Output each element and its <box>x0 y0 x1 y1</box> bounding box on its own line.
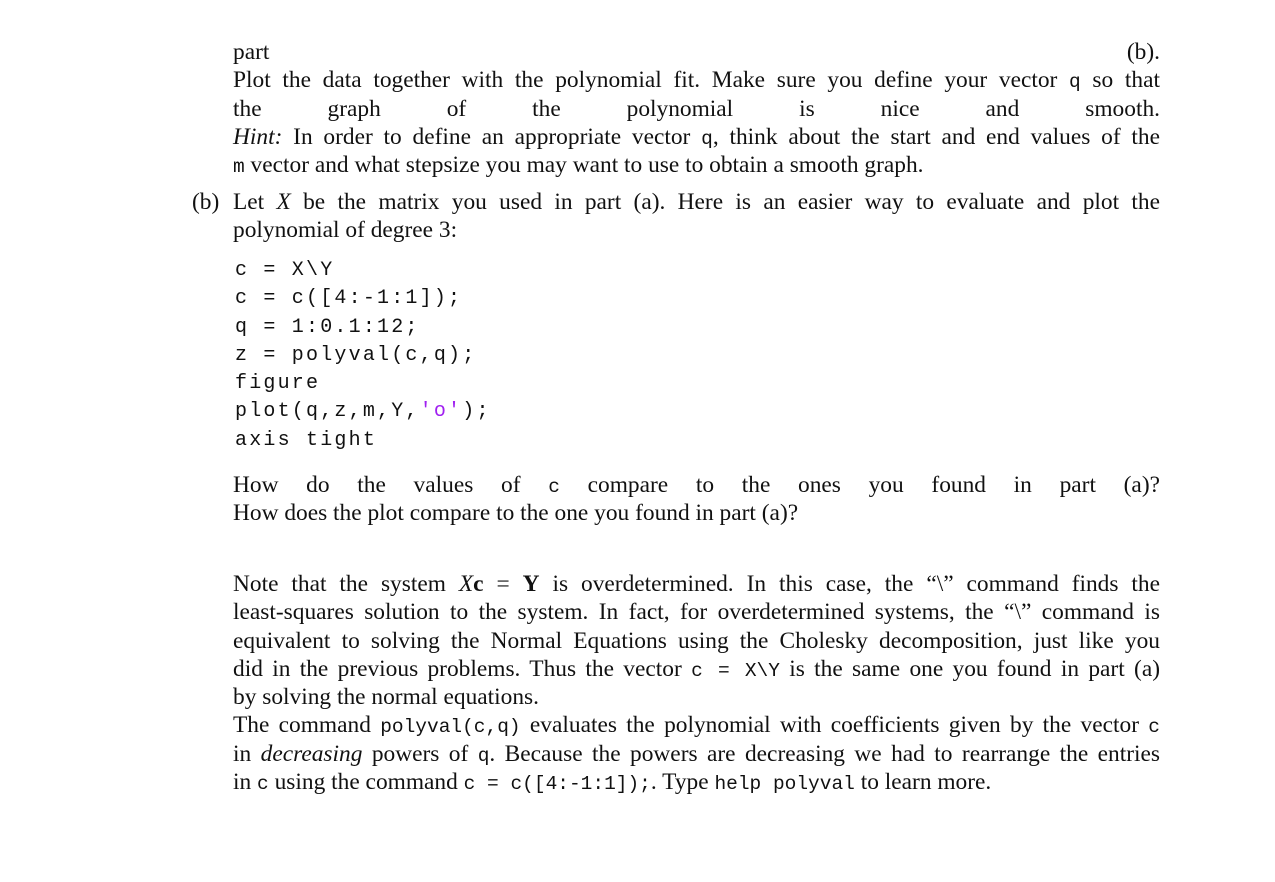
text-segment: In order to define an appropriate vector <box>282 123 702 150</box>
text-segment: did in the previous problems. Thus the vector <box>233 655 692 682</box>
text-segment: powers of <box>362 740 478 767</box>
code-text: m <box>233 156 245 179</box>
code-text: help polyval <box>714 773 855 796</box>
text-line <box>233 151 1160 179</box>
text-segment: X <box>458 571 474 597</box>
text-segment: X <box>276 189 291 215</box>
text-segment: evaluates the polynomial with coefficients given by the vector <box>520 712 1149 739</box>
text-segment: figure <box>235 372 321 396</box>
part-a-instructions <box>233 38 1160 179</box>
code-text: c <box>257 773 269 796</box>
text-segment: c = c([4:-1:1]); <box>235 287 463 311</box>
text-segment: z = polyval(c,q); <box>235 343 477 367</box>
text-segment: equivalent to solving the Normal Equations using the Cholesky decomposition, just like you <box>233 627 1160 654</box>
text-segment: axis tight <box>235 428 378 452</box>
text-segment: so that <box>1080 67 1160 94</box>
code-text: q <box>477 744 490 767</box>
part-b-intro <box>233 188 1160 245</box>
text-segment: q = 1:0.1:12; <box>235 315 420 339</box>
text-line <box>235 285 491 313</box>
text-segment: c = X\Y <box>235 259 335 282</box>
text-segment: is the same one you found in part (a) <box>779 655 1160 682</box>
text-segment: plot(q,z,m,Y, <box>235 400 420 424</box>
text-line <box>233 471 1160 499</box>
text-line <box>233 768 1160 796</box>
text-line <box>233 66 1160 94</box>
text-segment: part (b). <box>233 39 1160 65</box>
text-segment: Plot the data together with the polynomial fit. Make sure you define your vector <box>233 67 1070 94</box>
text-line <box>233 188 1160 216</box>
text-line <box>233 655 1160 683</box>
text-segment: The command <box>233 712 381 739</box>
text-segment: using the command <box>268 769 464 796</box>
text-line <box>235 427 491 455</box>
code-text: polyval(c,q) <box>380 716 521 739</box>
note <box>233 570 1160 796</box>
text-segment: be the matrix you used in part (a). Here is an easier way to evaluate and plot the <box>290 189 1160 215</box>
text-segment: How does the plot compare to the one you found in part (a)? <box>233 500 799 527</box>
code-text: c = c([4:-1:1]); <box>463 773 651 796</box>
text-line <box>233 627 1160 655</box>
text-segment: Hint: <box>233 123 283 150</box>
text-line <box>235 398 491 426</box>
code-text: q <box>701 127 713 150</box>
text-segment: compare to the ones you found in part (a)? <box>559 472 1160 498</box>
text-segment: , think about the start and end values of the <box>712 123 1160 150</box>
text-segment: . Because the powers are decreasing we had to rearrange the entries <box>489 740 1160 767</box>
text-line <box>233 711 1160 739</box>
text-line <box>235 257 491 285</box>
text-segment: vector and what stepsize you may want to use to obtain a smooth graph. <box>244 152 924 179</box>
text-line <box>233 216 1160 244</box>
text-line <box>235 314 491 342</box>
text-line <box>233 38 1160 66</box>
code-block <box>235 257 491 455</box>
code-text: q <box>1069 71 1081 94</box>
text-segment: c <box>473 571 484 597</box>
questions <box>233 471 1160 528</box>
code-text: c <box>548 476 560 498</box>
code-text: c = X\Y <box>691 659 780 682</box>
text-segment: to learn more. <box>854 769 992 796</box>
text-segment: Y <box>522 571 540 597</box>
text-segment: decreasing <box>260 740 363 767</box>
text-segment: in <box>233 740 261 767</box>
code-text: 'o' <box>419 400 463 424</box>
text-segment: Let <box>233 189 277 215</box>
text-segment: by solving the normal equations. <box>233 684 539 711</box>
text-segment: = <box>483 571 523 597</box>
text-segment: . Type <box>650 769 715 796</box>
text-segment: Note that the system <box>233 571 459 597</box>
text-line <box>233 570 1160 598</box>
text-line <box>233 598 1160 626</box>
text-line <box>233 740 1160 768</box>
code-text: c <box>1148 716 1160 739</box>
text-segment: in <box>233 769 258 796</box>
text-line <box>233 683 1160 711</box>
text-segment: polynomial of degree 3: <box>233 217 458 244</box>
text-segment: How do the values of <box>233 472 549 498</box>
text-segment: the graph of the polynomial is nice and smooth. <box>233 95 1160 122</box>
item-label-b: (b) <box>192 189 220 215</box>
text-line <box>233 123 1160 151</box>
text-line <box>233 499 1160 527</box>
text-segment: is overdetermined. In this case, the “\” command finds the <box>539 571 1161 597</box>
text-line <box>233 95 1160 123</box>
text-segment: least-squares solution to the system. In fact, for overdetermined systems, the “\” command is <box>233 599 1160 626</box>
text-line <box>235 370 491 398</box>
text-segment: ); <box>462 400 491 424</box>
text-line <box>235 342 491 370</box>
